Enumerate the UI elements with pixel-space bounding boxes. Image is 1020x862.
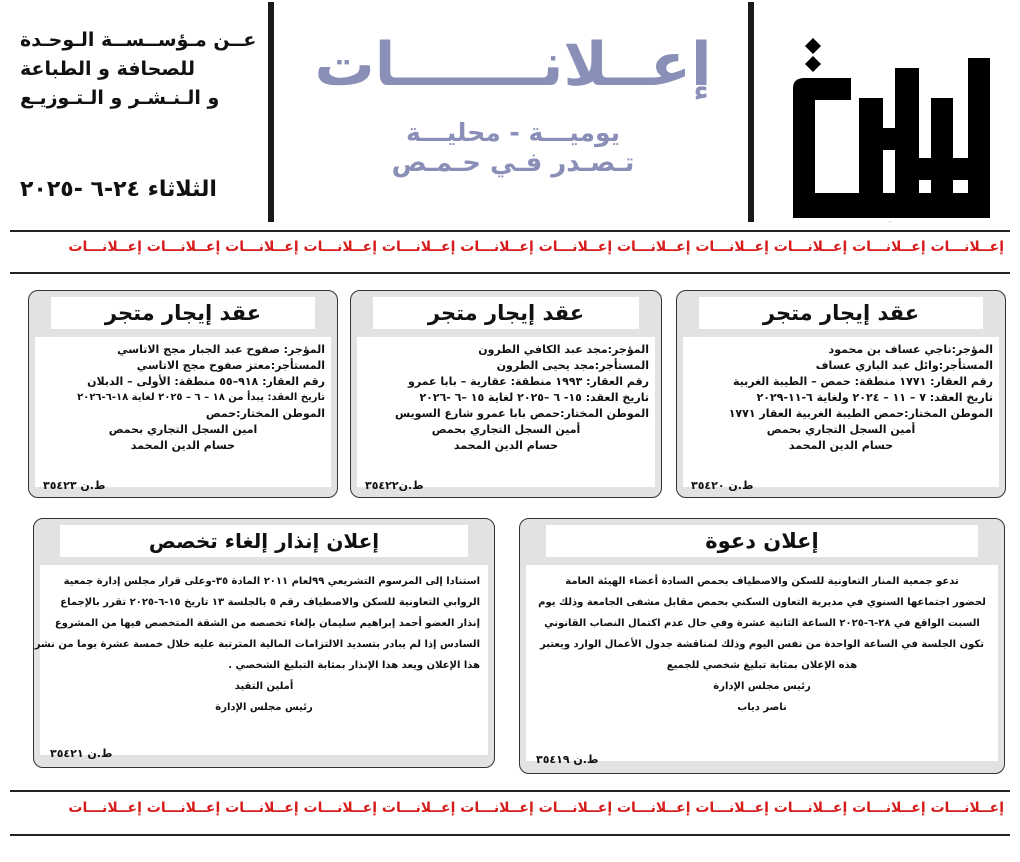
ad-body [34,565,488,755]
ad-body [35,337,331,487]
ad-title: عقد إيجار متجر [373,297,639,329]
ad-line: المستأجر:مجد يحيى الطرون [496,359,649,372]
header-divider-left [268,2,274,222]
ad-line: تاريخ العقد: ١٥- ٦ –٢٠٢٥ لغاية ١٥ –٦ -٢٠٢٦ [419,391,649,404]
top-rule [10,230,1010,232]
ad-line: استنادا إلى المرسوم التشريعي ٩٩لعام ٢٠١١ المادة ٣٥-وعلى قرار مجلس إدارة جمعية [63,576,480,587]
ad-line: السادس إذا لم يبادر بتسديد الالتزامات المالية المترتبة عليه خلال خمسة عشرة يوما من نشر [34,639,480,650]
ad-signer-title: رئيس مجلس الإدارة [713,681,811,692]
ad-ref: ط.ن ٣٥٤٢١ [50,747,113,760]
publisher-line: عــن مـؤســســة الـوحـدة [20,29,257,51]
top-rule-2 [10,272,1010,274]
ad-title: إعلان إنذار إلغاء تخصص [60,525,468,557]
ad-body [357,337,655,487]
ad-signer-title: أمين السجل التجاري بحمص [431,423,581,436]
ad-line: إنذار العضو أحمد إبراهيم سليمان بإلغاء تخصصه من الشقة المتخصص فيها من المشروع [54,618,480,629]
ad-lease-2 [350,290,662,498]
ad-line: تاريخ العقد: ٧ – ١١ – ٢٠٢٤ ولغاية ٦-١١-٢٠٢٩ [756,391,993,404]
ad-line: لحضور اجتماعها السنوي في مديرية التعاون السكني بحمص مقابل مشفى الجامعة وذلك يوم [538,597,986,608]
ad-signer-name: حسام الدين المحمد [453,439,559,452]
ad-line: المؤجر: صفوح عبد الجبار مجج الاتاسي [117,343,325,356]
ad-line: المؤجر:ناجي عساف بن محمود [828,343,993,356]
ad-signer-title: امين السجل التجاري بحمص [108,423,258,436]
bottom-rule-2 [10,834,1010,836]
ad-signer-name: حسام الدين المحمد [130,439,236,452]
ad-line: المؤجر:مجد عبد الكافي الطرون [478,343,649,356]
ad-line: الروابي التعاونية للسكن والاصطياف رقم ٥ بالجلسة ١٣ تاريخ ١٥-٦-٢٠٢٥ تقرر بالإجماع [60,597,480,608]
ad-line: هذا الإعلان ويعد هذا الإنذار بمثابة التبليغ الشخصي . [228,660,480,671]
masthead-subtitle-city: تـصـدر فـي حـمـص [391,148,635,178]
ad-lease-1 [676,290,1006,498]
ad-ref: ط.ن ٣٥٤١٩ [536,753,599,766]
ad-cancellation-warning [33,518,495,768]
logo-text: العروبة [888,222,892,223]
ad-signer-title: أمين السجل التجاري بحمص [766,423,916,436]
masthead-title: إعــلانـــــــات [314,30,712,100]
ad-signer-title: أملين التقيد [234,681,294,692]
ad-line: الموطن المختار:حمص بابا عمرو شارع السويس [395,407,649,420]
ads-ticker-bottom: إعــلانـــات إعــلانـــات إعــلانـــات إعــلانـــات إعــلانـــات إعــلانـــات إعــلانـــات إعــلانـــات إعــلانـــات إعــلانـــات إعــلانـــات إعــلانـــات [68,800,1004,816]
ad-line: تكون الجلسة في الساعة الواحدة من نفس اليوم وذلك لمناقشة جدول الأعمال الوارد ويعتبر [540,639,984,650]
ad-line: المستأجر:معتز صفوح مجج الاتاسي [136,359,325,372]
ad-line: السبت الواقع في ٢٨-٦-٢٠٢٥ الساعة الثانية عشرة وفي حال عدم اكتمال النصاب القانوني [544,618,980,629]
ad-signer-name: ناصر دياب [737,702,787,713]
ad-title: إعلان دعوة [546,525,978,557]
ad-line: المستأجر:وائل عبد الباري عساف [815,359,993,372]
ad-line: تاريخ العقد: يبدأ من ١٨ – ٦ – ٢٠٢٥ لغاية ١٨-٦-٢٠٢٦ [77,392,325,403]
issue-date: الثلاثاء ٢٤-٦ -٢٠٢٥ [20,177,217,202]
header-divider-right [748,2,754,222]
masthead-subtitle-daily: يوميـــة - محليـــة [405,118,621,147]
publisher-line: و الـنـشـر و الـتـوزيـع [20,87,220,109]
ad-lease-3 [28,290,338,498]
ad-signer-name: رئيس مجلس الإدارة [215,702,313,713]
ad-invitation [519,518,1005,774]
ad-body [526,565,998,761]
ad-signer-name: حسام الدين المحمد [788,439,894,452]
ad-line: رقم العقار: ١٧٧١ منطقة: حمص – الطيبة الغربية [732,375,993,388]
ad-title: عقد إيجار متجر [51,297,315,329]
ads-ticker-top: إعــلانـــات إعــلانـــات إعــلانـــات إعــلانـــات إعــلانـــات إعــلانـــات إعــلانـــات إعــلانـــات إعــلانـــات إعــلانـــات إعــلانـــات إعــلانـــات [68,239,1004,255]
ad-line: رقم العقار: ١٩٩٣ منطقة: عقارية – بابا عمرو [407,375,649,388]
bottom-rule [10,790,1010,792]
ad-ref: ط.ن ٣٥٤٢٣ [43,479,106,492]
publisher-line: للصحافة و الطباعة [20,58,195,80]
ad-line: هذه الإعلان بمثابة تبليغ شخصي للجميع [666,660,858,671]
ad-line: رقم العقار: ٩١٨–٥٥ منطقة: الأولى – الدبلان [87,375,325,388]
publisher-info [20,26,260,113]
ad-title: عقد إيجار متجر [699,297,983,329]
ad-body [683,337,999,487]
ad-line: الموطن المختار:حمص [205,407,325,420]
ad-ref: ط.ن٣٥٤٢٢ [365,479,424,492]
ad-line: تدعو جمعية المنار التعاونية للسكن والاصطياف بحمص السادة أعضاء الهيئة العامة [565,576,959,587]
alorouba-logo [783,8,998,226]
ad-line: الموطن المختار:حمص الطيبة الغربية العقار ١٧٧١ [728,407,993,420]
ad-ref: ط.ن ٣٥٤٢٠ [691,479,754,492]
